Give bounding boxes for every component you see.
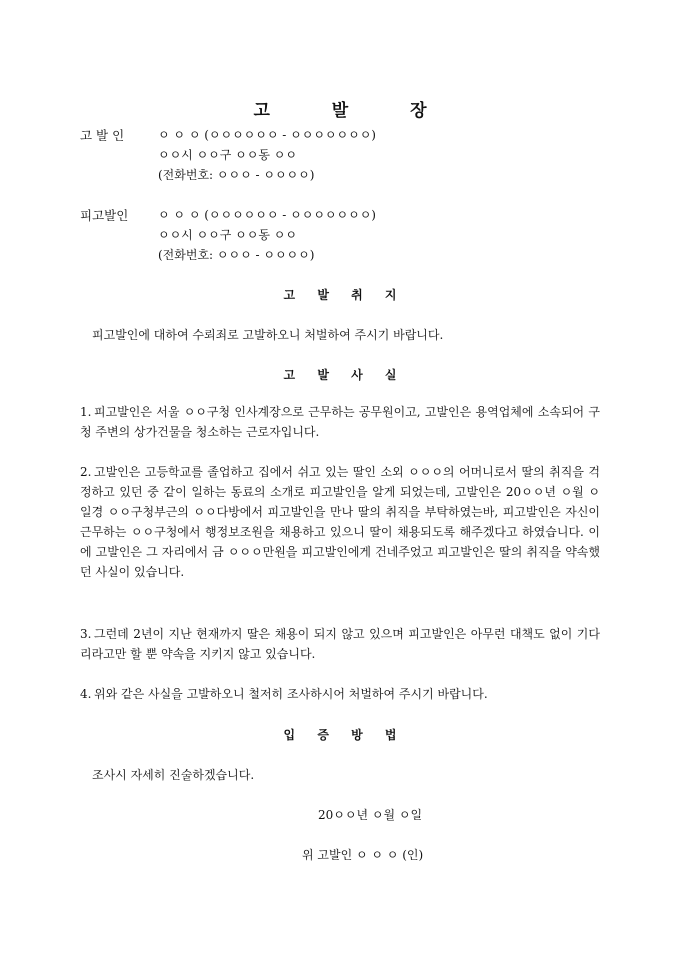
fact-item-1	[80, 402, 600, 442]
signature-line: 위 고발인 ㅇ ㅇ ㅇ (인)	[302, 848, 424, 862]
evidence-text: 조사시 자세히 진술하겠습니다.	[92, 768, 255, 782]
complainant-label: 고 발 인	[80, 128, 125, 143]
fact-item-number: 3.	[80, 627, 92, 641]
fact-item-number: 1.	[80, 405, 92, 419]
accused-address: ㅇㅇ시 ㅇㅇ구 ㅇㅇ동 ㅇㅇ	[158, 228, 297, 242]
fact-item-3	[80, 624, 600, 664]
fact-item-text: 그런데 2년이 지난 현재까지 딸은 채용이 되지 않고 있으며 피고발인은 아무런 대책도 없이 기다리라고만 할 뿐 약속을 지키지 않고 있습니다.	[80, 627, 600, 661]
complainant-name-line: ㅇ ㅇ ㅇ (ㅇㅇㅇㅇㅇㅇ - ㅇㅇㅇㅇㅇㅇㅇ)	[158, 128, 376, 142]
accused-phone: (전화번호: ㅇㅇㅇ - ㅇㅇㅇㅇ)	[158, 248, 315, 262]
fact-item-4	[80, 684, 600, 704]
fact-item-number: 4.	[80, 687, 92, 701]
document-title: 고 발 장	[253, 101, 455, 121]
fact-item-text: 피고발인은 서울 ㅇㅇ구청 인사계장으로 근무하는 공무원이고, 고발인은 용역업체에 소속되어 구청 주변의 상가건물을 청소하는 근로자입니다.	[80, 405, 600, 439]
evidence-heading: 입 증 방 법	[283, 728, 406, 742]
fact-item-text: 위와 같은 사실을 고발하오니 철저히 조사하시어 처벌하여 주시기 바랍니다.	[94, 687, 488, 701]
fact-item-2	[80, 462, 600, 582]
accused-name-line: ㅇ ㅇ ㅇ (ㅇㅇㅇㅇㅇㅇ - ㅇㅇㅇㅇㅇㅇㅇ)	[158, 208, 376, 222]
accused-label: 피고발인	[80, 208, 129, 223]
document-date: 20ㅇㅇ년 ㅇ월 ㅇ일	[318, 808, 423, 822]
complainant-phone: (전화번호: ㅇㅇㅇ - ㅇㅇㅇㅇ)	[158, 168, 315, 182]
purpose-text: 피고발인에 대하여 수뢰죄로 고발하오니 처벌하여 주시기 바랍니다.	[92, 328, 444, 342]
complainant-address: ㅇㅇ시 ㅇㅇ구 ㅇㅇ동 ㅇㅇ	[158, 148, 297, 162]
fact-item-number: 2.	[80, 465, 92, 479]
purpose-heading: 고 발 취 지	[283, 288, 406, 302]
fact-item-text: 고발인은 고등학교를 졸업하고 집에서 쉬고 있는 딸인 소외 ㅇㅇㅇ의 어머니로서 딸의 취직을 걱정하고 있던 중 같이 일하는 동료의 소개로 피고발인을 알게 되었는데, 고발인은 20ㅇㅇ년 ㅇ월 ㅇ일경 ㅇㅇ구청부근의 ㅇㅇ다방에서 피고발인을 만나 딸의 취직을 부탁하였는바, 피고발인은 자신이 근무하는 ㅇㅇ구청에서 행정보조원을 채용하고 있으니 딸이 채용되도록 해주겠다고 하였습니다. 이에 고발인은 그 자리에서 금 ㅇㅇㅇ만원을 피고발인에게 건네주었고 피고발인은 딸의 취직을 약속했던 사실이 있습니다.	[80, 465, 600, 579]
facts-heading: 고 발 사 실	[283, 368, 406, 382]
